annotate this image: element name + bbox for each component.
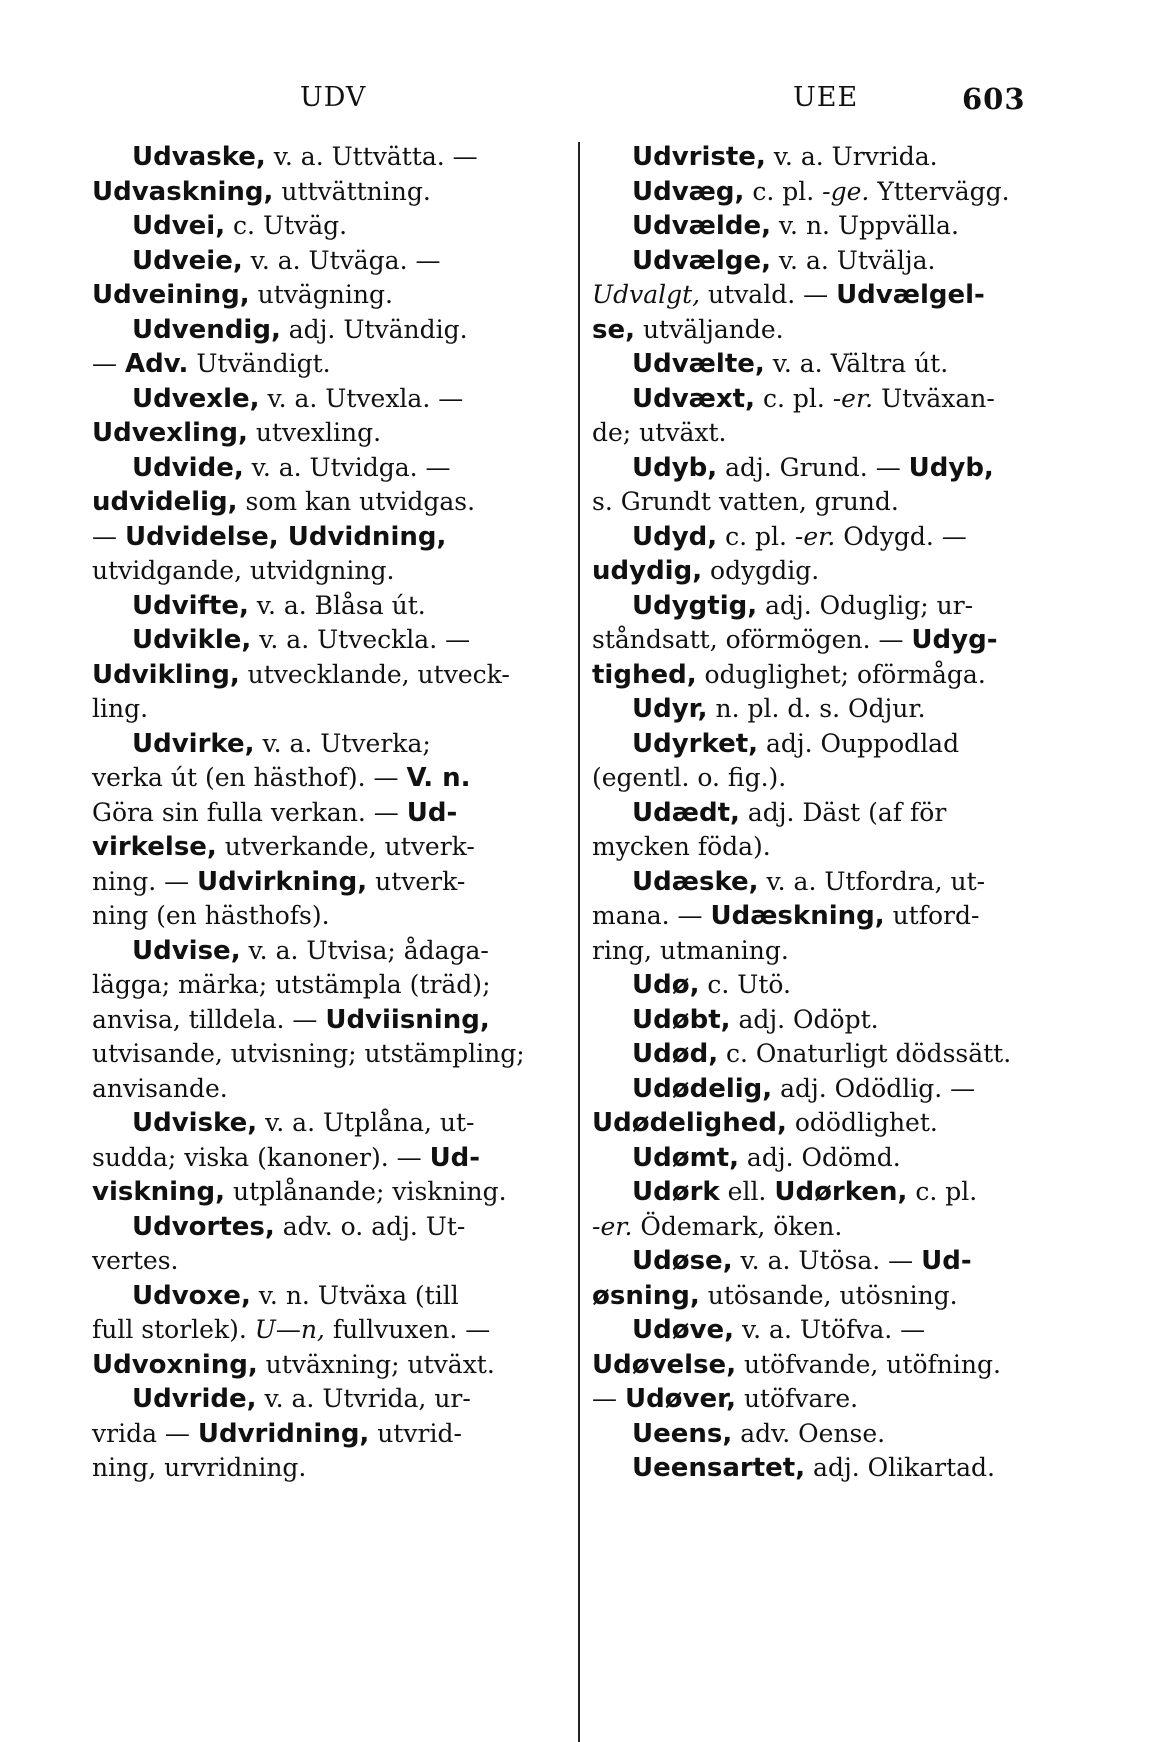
entry-line — [92, 1382, 564, 1417]
definition-text: utösande, utösning. — [699, 1280, 958, 1310]
definition-text: utöfvare. — [736, 1384, 859, 1413]
definition-text: utöfvande, utöfning. — [736, 1349, 1001, 1379]
definition-text: c. pl. — [717, 521, 795, 551]
italic-form: -er. — [592, 1211, 633, 1241]
definition-text: Ödemark, öken. — [632, 1211, 843, 1241]
definition-text: utvrid- — [369, 1418, 462, 1448]
definition-text: v. a. Utvidga. — — [243, 452, 451, 482]
entry-line — [92, 175, 564, 210]
entry-line — [592, 520, 1064, 555]
entry-line — [92, 761, 564, 796]
entry-line — [592, 1072, 1064, 1107]
definition-text: som kan utvidgas. — [237, 487, 476, 516]
entry-line — [92, 347, 564, 382]
headword: Udvendig, — [132, 314, 281, 345]
entry-line — [592, 554, 1064, 589]
definition-text: utvald. — — [700, 280, 837, 309]
definition-text: v. a. Utvexla. — — [259, 383, 464, 413]
headword: tighed, — [592, 659, 697, 690]
headword: udydig, — [592, 556, 703, 586]
headword: Udvikling, — [92, 659, 240, 690]
entry-line — [592, 1003, 1064, 1038]
entry-line — [592, 1279, 1064, 1314]
headword: øsning, — [592, 1280, 700, 1311]
headword: viskning, — [92, 1177, 226, 1207]
definition-text: utverkande, utverk- — [216, 832, 475, 861]
headword: Udvexling, — [92, 418, 248, 448]
headword: Udøvelse, — [592, 1349, 737, 1380]
entry-line — [92, 140, 564, 175]
definition-text: ell. — [719, 1177, 775, 1206]
definition-text: v. a. Utväga. — — [242, 245, 441, 275]
definition-text: utvexling. — [247, 418, 382, 447]
definition-text: v. a. Utveckla. — — [251, 625, 471, 654]
definition-text: ning (en hästhofs). — [92, 901, 330, 930]
headword: Udyg- — [911, 625, 998, 655]
definition-text: n. pl. d. s. Odjur. — [707, 694, 926, 723]
headword: Udvexle, — [132, 383, 260, 414]
definition-text: (egentl. o. fig.). — [592, 763, 787, 792]
definition-text: adj. Däst (af för — [739, 797, 947, 827]
entry-line — [92, 830, 564, 865]
headword: Udyrket, — [632, 728, 759, 759]
right-column — [592, 140, 1064, 1486]
headword: Udvaskning, — [92, 176, 274, 207]
definition-text: adj. Oduglig; ur- — [757, 590, 974, 620]
entry-line — [92, 244, 564, 279]
entry-line — [592, 1451, 1064, 1486]
definition-text: mana. — — [592, 901, 711, 930]
headword: Udvoxe, — [132, 1280, 251, 1311]
definition-text: v. a. Uttvätta. — — [265, 142, 478, 171]
definition-text: v. n. Utväxa (till — [250, 1280, 459, 1310]
entry-line — [92, 623, 564, 658]
entry-line — [92, 1072, 564, 1107]
definition-text: uttvättning. — [273, 176, 431, 206]
entry-line — [92, 485, 564, 520]
entry-line — [592, 830, 1064, 865]
definition-text: ling. — [92, 694, 149, 723]
definition-text: utvidgande, utvidgning. — [92, 556, 395, 585]
definition-text: odygdig. — [702, 556, 820, 585]
entry-line — [92, 416, 564, 451]
entry-line — [92, 899, 564, 934]
entry-line — [92, 1348, 564, 1383]
entry-line — [592, 1106, 1064, 1141]
headword: Udviske, — [132, 1108, 258, 1138]
entry-line — [592, 1313, 1064, 1348]
entry-line — [92, 1279, 564, 1314]
entry-line — [92, 1037, 564, 1072]
definition-text: Yttervägg. — [869, 176, 1010, 206]
entry-line — [592, 796, 1064, 831]
entry-line — [592, 1417, 1064, 1452]
definition-text: verka út (en hästhof). — — [92, 763, 407, 792]
definition-text: utvägning. — [249, 280, 393, 309]
entry-line — [592, 382, 1064, 417]
entry-line — [592, 1244, 1064, 1279]
headword: Udvikle, — [132, 625, 252, 655]
definition-text: ning, urvridning. — [92, 1453, 307, 1482]
definition-text: — — [92, 349, 125, 378]
entry-line — [92, 1003, 564, 1038]
headword: Ud- — [429, 1142, 481, 1173]
entry-line — [92, 451, 564, 486]
headword: Udvæg, — [632, 176, 745, 207]
headword: Ueens, — [632, 1418, 733, 1449]
entry-line — [592, 934, 1064, 969]
definition-text: oduglighet; oförmåga. — [696, 659, 986, 689]
definition-text: v. a. Utplåna, ut- — [257, 1108, 475, 1137]
entry-line — [92, 1175, 564, 1210]
headword: Udøve, — [632, 1315, 735, 1345]
definition-text: v. a. Utöfva. — — [734, 1315, 926, 1344]
headword: Udvælte, — [632, 349, 765, 379]
definition-text: v. a. Urvrida. — [765, 142, 938, 171]
definition-text: c. pl. — [744, 176, 823, 206]
entry-line — [92, 796, 564, 831]
entry-line — [92, 313, 564, 348]
headword: Udvælde, — [632, 211, 771, 241]
entry-line — [592, 209, 1064, 244]
entry-line — [592, 761, 1064, 796]
headword: Udørk — [632, 1177, 720, 1207]
entry-line — [92, 865, 564, 900]
definition-text: c. pl. — [755, 383, 833, 413]
definition-text: v. a. Utvrida, ur- — [256, 1384, 471, 1413]
definition-text: v. a. Utvälja. — [770, 245, 936, 275]
headword: Adv. — [124, 349, 189, 379]
definition-text: adj. Odöpt. — [730, 1004, 879, 1034]
headword: Udvæxt, — [632, 383, 755, 414]
headword: Udvidelse, Udvidning, — [124, 521, 447, 552]
entry-line — [592, 140, 1064, 175]
definition-text: — — [592, 1384, 625, 1413]
headword: Udygtig, — [632, 590, 758, 621]
entry-line — [592, 865, 1064, 900]
headword: Udæske, — [632, 866, 759, 897]
definition-text: v. a. Utverka; — [254, 728, 431, 758]
definition-text: adv. o. adj. Ut- — [274, 1211, 466, 1241]
entry-line — [92, 1141, 564, 1176]
headword: Udø, — [632, 970, 700, 1000]
entry-line — [92, 1106, 564, 1141]
italic-form: -er. — [794, 521, 836, 551]
headword: Udæskning, — [710, 901, 885, 931]
definition-text: vrida — — [92, 1418, 198, 1448]
definition-text: ning. — — [92, 866, 198, 896]
entry-line — [592, 1037, 1064, 1072]
entry-line — [92, 589, 564, 624]
headword: Udvei, — [132, 211, 226, 241]
entry-line — [592, 1175, 1064, 1210]
definition-text: utvecklande, utveck- — [239, 659, 510, 689]
definition-text: lägga; märka; utstämpla (träd); — [92, 970, 491, 999]
entry-line — [92, 520, 564, 555]
definition-text: anvisande. — [92, 1073, 228, 1103]
entry-line — [92, 554, 564, 589]
headword: Udyd, — [632, 521, 718, 552]
entry-line — [592, 244, 1064, 279]
entry-line — [592, 278, 1064, 313]
definition-text: utvisande, utvisning; utstämpling; — [92, 1039, 525, 1068]
definition-text: utväljande. — [635, 314, 784, 344]
definition-text: adj. Olikartad. — [805, 1453, 996, 1482]
definition-text: sudda; viska (kanoner). — — [92, 1142, 430, 1172]
definition-text: Utväxan- — [873, 383, 995, 413]
header-left-guide-word: UDV — [300, 82, 367, 113]
definition-text: odödlighet. — [786, 1108, 938, 1137]
entry-line — [592, 692, 1064, 727]
definition-text: c. Utö. — [699, 970, 791, 999]
headword: Udvælge, — [632, 245, 771, 276]
entry-line — [92, 727, 564, 762]
definition-text: adj. Odödlig. — — [772, 1073, 976, 1103]
entry-line — [592, 451, 1064, 486]
definition-text: adj. Odömd. — [738, 1142, 901, 1172]
definition-text: full storlek). — [92, 1315, 255, 1344]
headword: Udvirkning, — [197, 866, 368, 897]
column-divider — [578, 142, 580, 1742]
definition-text: de; utväxt. — [592, 418, 727, 447]
definition-text: v. a. Blåsa út. — [248, 590, 426, 620]
entry-line — [92, 968, 564, 1003]
entry-line — [592, 485, 1064, 520]
headword: Udømt, — [632, 1142, 739, 1173]
entry-line — [592, 1348, 1064, 1383]
header-right-guide-word: UEE — [793, 82, 859, 113]
entry-line — [592, 1141, 1064, 1176]
headword: Udødelig, — [632, 1073, 773, 1104]
definition-text: v. a. Vältra út. — [764, 349, 949, 378]
definition-text: Odygd. — — [835, 521, 967, 551]
entry-line — [92, 209, 564, 244]
page-header — [0, 82, 1152, 122]
definition-text: adj. Ouppodlad — [758, 728, 960, 758]
definition-text: utverk- — [367, 866, 466, 896]
headword: Udyb, — [632, 452, 718, 483]
entry-line — [592, 416, 1064, 451]
definition-text: utväxning; utväxt. — [257, 1349, 495, 1379]
definition-text: utford- — [884, 901, 980, 930]
entry-line — [592, 899, 1064, 934]
entry-line — [92, 658, 564, 693]
entry-line — [92, 1244, 564, 1279]
entry-line — [92, 278, 564, 313]
page-number: 603 — [962, 82, 1026, 116]
headword: Udyb, — [908, 452, 994, 483]
definition-text: adj. Grund. — — [717, 452, 909, 482]
entry-line — [592, 1210, 1064, 1245]
entry-line — [92, 1313, 564, 1348]
headword: Udvoxning, — [92, 1349, 258, 1380]
entry-line — [92, 1451, 564, 1486]
italic-form: U—n, — [254, 1315, 325, 1344]
headword: Udviisning, — [325, 1004, 490, 1035]
left-column — [92, 140, 564, 1486]
headword: Udøse, — [632, 1246, 733, 1276]
headword: virkelse, — [92, 832, 217, 862]
headword: Udvifte, — [132, 590, 249, 621]
headword: Udøver, — [624, 1384, 736, 1414]
definition-text: adj. Utvändig. — [280, 314, 468, 344]
headword: V. n. — [406, 763, 471, 793]
definition-text: Göra sin fulla verkan. — — [92, 797, 407, 827]
entry-line — [592, 589, 1064, 624]
definition-text: adv. Oense. — [732, 1418, 886, 1448]
definition-text: ring, utmaning. — [592, 935, 789, 965]
headword: Udveie, — [132, 245, 243, 276]
headword: Udvaske, — [132, 142, 266, 172]
headword: Udød, — [632, 1039, 719, 1069]
headword: Ud- — [921, 1246, 972, 1276]
headword: Udyr, — [632, 694, 708, 724]
definition-text: c. Onaturligt dödssätt. — [718, 1039, 1012, 1068]
headword: Udvortes, — [132, 1211, 275, 1242]
entry-line — [592, 1382, 1064, 1417]
definition-text: Utvändigt. — [188, 349, 331, 378]
entry-line — [592, 727, 1064, 762]
definition-text: fullvuxen. — — [324, 1315, 491, 1344]
headword: Udveining, — [92, 280, 250, 310]
headword: Udørken, — [774, 1177, 908, 1207]
headword: se, — [592, 314, 635, 345]
headword: Udvælgel- — [836, 280, 985, 310]
definition-text: — — [92, 521, 125, 551]
headword: Udædt, — [632, 797, 740, 828]
entry-line — [592, 175, 1064, 210]
headword: Udvriste, — [632, 142, 766, 172]
definition-text: v. a. Utösa. — — [732, 1246, 922, 1275]
headword: Udvride, — [132, 1384, 257, 1414]
entry-line — [592, 623, 1064, 658]
entry-line — [92, 934, 564, 969]
definition-text: ståndsatt, oförmögen. — — [592, 625, 912, 654]
definition-text: s. Grundt vatten, grund. — [592, 487, 899, 516]
headword: Udvridning, — [197, 1418, 370, 1449]
entry-line — [592, 347, 1064, 382]
entry-line — [92, 692, 564, 727]
headword: Udøbt, — [632, 1004, 731, 1035]
entry-line — [592, 313, 1064, 348]
italic-form: -er. — [832, 383, 874, 413]
definition-text: mycken föda). — [592, 832, 771, 861]
headword: Udvise, — [132, 935, 241, 966]
italic-form: Udvalgt, — [592, 280, 701, 309]
definition-text: anvisa, tilldela. — — [92, 1004, 326, 1034]
entry-line — [592, 658, 1064, 693]
italic-form: -ge. — [822, 176, 870, 206]
headword: Udvirke, — [132, 728, 255, 759]
definition-text: v. a. Utvisa; ådaga- — [240, 935, 489, 965]
headword: Ueensartet, — [632, 1453, 806, 1483]
definition-text: c. Utväg. — [225, 211, 348, 240]
entry-line — [92, 1417, 564, 1452]
definition-text: v. n. Uppvälla. — [770, 211, 959, 240]
entry-line — [592, 968, 1064, 1003]
definition-text: vertes. — [92, 1246, 179, 1275]
headword: Ud- — [406, 797, 458, 828]
definition-text: utplånande; viskning. — [225, 1177, 507, 1206]
definition-text: v. a. Utfordra, ut- — [758, 866, 986, 896]
headword: Udødelighed, — [592, 1108, 787, 1138]
entry-line — [92, 382, 564, 417]
headword: udvidelig, — [92, 487, 238, 517]
entry-line — [92, 1210, 564, 1245]
headword: Udvide, — [132, 452, 244, 483]
definition-text: c. pl. — [907, 1177, 978, 1206]
